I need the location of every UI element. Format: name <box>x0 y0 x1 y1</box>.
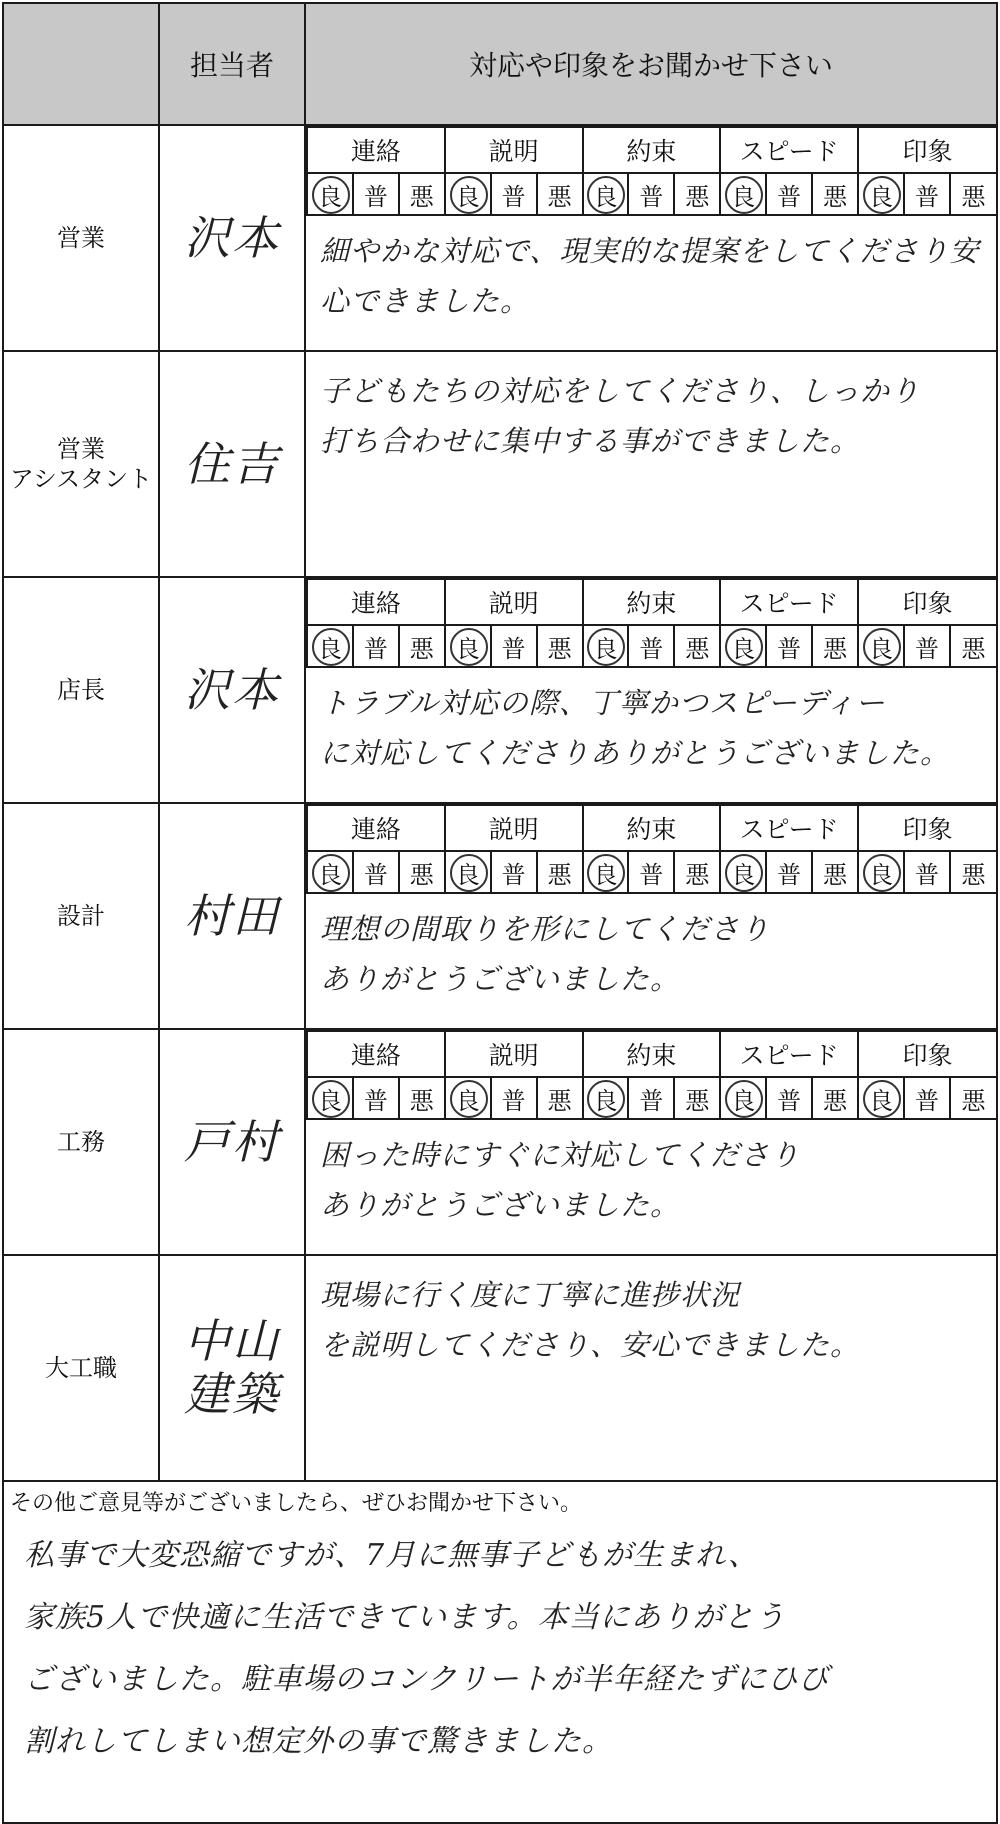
rating-option <box>766 173 812 215</box>
selected-circle-icon <box>587 854 625 892</box>
rating-category: 約束 <box>583 1031 721 1077</box>
rating-option-label: 普 <box>501 860 526 889</box>
rating-option <box>353 625 399 667</box>
staff-row <box>3 125 997 351</box>
rating-option <box>399 851 445 893</box>
rating-option-label: 普 <box>914 1086 939 1115</box>
person-signature <box>159 351 305 577</box>
rating-option-label: 悪 <box>961 1086 986 1115</box>
header-row <box>3 3 997 125</box>
role-label: 設計 <box>3 803 159 1029</box>
rating-option-label: 良 <box>593 182 618 211</box>
person-name: 村田 <box>184 888 280 943</box>
rating-option <box>858 1077 904 1119</box>
rating-option-label: 良 <box>593 1086 618 1115</box>
rating-option-label: 良 <box>731 860 756 889</box>
role-label: 営業 アシスタント <box>3 351 159 577</box>
staff-row <box>3 803 997 1029</box>
rating-option <box>353 851 399 893</box>
person-name: 沢本 <box>184 662 280 717</box>
rating-option <box>904 173 950 215</box>
selected-circle-icon <box>863 854 901 892</box>
rating-option-label: 良 <box>869 860 894 889</box>
selected-circle-icon <box>863 628 901 666</box>
rating-option-label: 悪 <box>547 860 572 889</box>
rating-option-label: 悪 <box>547 182 572 211</box>
rating-option-label: 良 <box>455 1086 480 1115</box>
rating-category: 説明 <box>445 127 583 173</box>
other-comment-line: ございました。駐車場のコンクリートが半年経たずにひび <box>24 1662 830 1697</box>
selected-circle-icon <box>312 1080 350 1118</box>
rating-option-label: 良 <box>455 182 480 211</box>
rating-option <box>950 851 996 893</box>
rating-category: スピード <box>720 1031 858 1077</box>
rating-option-label: 良 <box>869 182 894 211</box>
rating-category: 説明 <box>445 1031 583 1077</box>
rating-option <box>720 1077 766 1119</box>
rating-option-label: 普 <box>639 182 664 211</box>
rating-option-label: 普 <box>501 634 526 663</box>
rating-option <box>812 1077 858 1119</box>
rating-option-label: 良 <box>455 634 480 663</box>
other-comments-body <box>4 1521 996 1777</box>
rating-option-label: 良 <box>731 634 756 663</box>
rating-option <box>812 851 858 893</box>
rating-option-label: 普 <box>639 634 664 663</box>
selected-circle-icon <box>863 176 901 214</box>
selected-circle-icon <box>312 628 350 666</box>
rating-option-label: 悪 <box>823 860 848 889</box>
comment-line: ありがとうございました。 <box>320 962 681 996</box>
rating-category: 約束 <box>583 127 721 173</box>
person-name: 沢本 <box>184 210 280 265</box>
rating-category: 印象 <box>858 1031 996 1077</box>
comment-text <box>306 668 996 802</box>
rating-option <box>858 625 904 667</box>
role-label: 店長 <box>3 577 159 803</box>
rating-option-label: 悪 <box>409 634 434 663</box>
rating-option-label: 良 <box>593 860 618 889</box>
rating-category: 印象 <box>858 805 996 851</box>
rating-category: 約束 <box>583 805 721 851</box>
rating-option-label: 悪 <box>685 182 710 211</box>
rating-option-label: 悪 <box>547 634 572 663</box>
comment-line: 細やかな対応で、現実的な提案をしてくださり安心できました。 <box>320 234 980 318</box>
rating-option <box>674 625 720 667</box>
rating-option-label: 良 <box>317 1086 342 1115</box>
person-name: 戸村 <box>184 1114 280 1169</box>
comment-line: トラブル対応の際、丁寧かつスピーディー <box>320 686 886 720</box>
staff-row <box>3 577 997 803</box>
comment-text <box>306 216 996 350</box>
rating-option <box>628 1077 674 1119</box>
person-signature <box>159 577 305 803</box>
rating-option <box>674 1077 720 1119</box>
rating-option-label: 普 <box>363 634 388 663</box>
person-signature <box>159 1029 305 1255</box>
rating-option-label: 普 <box>777 860 802 889</box>
rating-option-label: 普 <box>914 860 939 889</box>
comment-line: を説明してくださり、安心できました。 <box>320 1328 861 1362</box>
rating-option <box>307 173 353 215</box>
selected-circle-icon <box>450 854 488 892</box>
staff-row <box>3 1029 997 1255</box>
rating-option <box>950 173 996 215</box>
feedback-cell <box>305 803 997 1029</box>
rating-option <box>537 1077 583 1119</box>
rating-option-label: 普 <box>363 860 388 889</box>
other-comment-line: 私事で大変恐縮ですが、7月に無事子どもが生まれ、 <box>24 1538 759 1573</box>
rating-option <box>858 851 904 893</box>
rating-category: 印象 <box>858 579 996 625</box>
selected-circle-icon <box>587 628 625 666</box>
comment-line: に対応してくださりありがとうございました。 <box>320 736 951 770</box>
survey-table <box>2 2 998 1824</box>
other-comments-cell <box>3 1481 997 1823</box>
rating-option <box>674 851 720 893</box>
rating-category: 連絡 <box>307 1031 445 1077</box>
rating-option <box>720 851 766 893</box>
rating-option-label: 普 <box>363 1086 388 1115</box>
rating-option <box>491 1077 537 1119</box>
rating-category: 説明 <box>445 805 583 851</box>
rating-option <box>353 173 399 215</box>
rating-option <box>950 1077 996 1119</box>
rating-option <box>491 851 537 893</box>
rating-category: 約束 <box>583 579 721 625</box>
rating-option <box>583 625 629 667</box>
rating-option <box>399 1077 445 1119</box>
rating-option <box>491 625 537 667</box>
rating-grid <box>306 804 996 894</box>
rating-option-label: 悪 <box>823 182 848 211</box>
selected-circle-icon <box>725 628 763 666</box>
rating-option-label: 悪 <box>823 634 848 663</box>
rating-option <box>628 625 674 667</box>
rating-option-label: 普 <box>363 182 388 211</box>
rating-category: 説明 <box>445 579 583 625</box>
person-signature <box>159 803 305 1029</box>
feedback-cell <box>305 125 997 351</box>
selected-circle-icon <box>312 854 350 892</box>
rating-option <box>904 625 950 667</box>
rating-category: 連絡 <box>307 805 445 851</box>
rating-option <box>583 1077 629 1119</box>
rating-grid <box>306 1030 996 1120</box>
feedback-cell <box>305 1029 997 1255</box>
rating-option <box>812 625 858 667</box>
rating-option-label: 悪 <box>409 182 434 211</box>
rating-option <box>812 173 858 215</box>
rating-option-label: 普 <box>777 634 802 663</box>
role-label: 大工職 <box>3 1255 159 1481</box>
rating-option-label: 普 <box>501 182 526 211</box>
rating-category: 連絡 <box>307 127 445 173</box>
rating-category: スピード <box>720 579 858 625</box>
comment-text <box>306 894 996 1028</box>
rating-option-label: 悪 <box>685 634 710 663</box>
rating-category: 印象 <box>858 127 996 173</box>
header-person: 担当者 <box>159 3 305 125</box>
rating-option <box>399 173 445 215</box>
rating-option-label: 良 <box>869 634 894 663</box>
rating-option <box>445 625 491 667</box>
selected-circle-icon <box>863 1080 901 1118</box>
rating-option <box>537 851 583 893</box>
comment-line: 打ち合わせに集中する事ができました。 <box>320 424 861 458</box>
rating-option-label: 良 <box>455 860 480 889</box>
selected-circle-icon <box>587 1080 625 1118</box>
rating-option <box>307 851 353 893</box>
rating-option-label: 悪 <box>547 1086 572 1115</box>
selected-circle-icon <box>725 854 763 892</box>
feedback-cell <box>305 1255 997 1481</box>
other-comments-title: その他ご意見等がございましたら、ぜひお聞かせ下さい。 <box>10 1491 583 1516</box>
rating-option <box>537 173 583 215</box>
rating-option <box>766 625 812 667</box>
rating-option-label: 悪 <box>961 182 986 211</box>
rating-option <box>307 625 353 667</box>
role-label: 工務 <box>3 1029 159 1255</box>
rating-option-label: 悪 <box>409 860 434 889</box>
rating-option <box>491 173 537 215</box>
rating-option <box>445 851 491 893</box>
rating-option <box>307 1077 353 1119</box>
comment-line: 子どもたちの対応をしてくださり、しっかり <box>320 374 921 408</box>
selected-circle-icon <box>725 176 763 214</box>
comment-text <box>306 1120 996 1254</box>
rating-option <box>445 1077 491 1119</box>
rating-option <box>674 173 720 215</box>
rating-option <box>628 851 674 893</box>
rating-option <box>583 851 629 893</box>
person-name: 住吉 <box>184 436 280 491</box>
rating-option-label: 良 <box>317 634 342 663</box>
rating-option-label: 良 <box>869 1086 894 1115</box>
rating-option-label: 普 <box>639 1086 664 1115</box>
rating-option-label: 普 <box>639 860 664 889</box>
header-feedback: 対応や印象をお聞かせ下さい <box>305 3 997 125</box>
person-signature <box>159 125 305 351</box>
comment-line: 困った時にすぐに対応してくださり <box>320 1138 801 1172</box>
rating-category: 連絡 <box>307 579 445 625</box>
person-signature <box>159 1255 305 1481</box>
rating-category: スピード <box>720 805 858 851</box>
rating-option <box>445 173 491 215</box>
rating-option <box>583 173 629 215</box>
other-comments-row <box>3 1481 997 1823</box>
rating-option-label: 普 <box>914 634 939 663</box>
feedback-cell <box>305 351 997 577</box>
rating-option <box>628 173 674 215</box>
rating-option-label: 悪 <box>961 634 986 663</box>
person-name: 中山 建築 <box>184 1314 280 1421</box>
staff-row <box>3 1255 997 1481</box>
rating-option-label: 悪 <box>961 860 986 889</box>
comment-text <box>306 1256 996 1480</box>
selected-circle-icon <box>312 176 350 214</box>
staff-row <box>3 351 997 577</box>
rating-option-label: 良 <box>731 1086 756 1115</box>
selected-circle-icon <box>450 1080 488 1118</box>
comment-line: 現場に行く度に丁寧に進捗状況 <box>320 1278 741 1312</box>
rating-grid <box>306 578 996 668</box>
rating-option <box>858 173 904 215</box>
rating-option-label: 悪 <box>409 1086 434 1115</box>
comment-line: ありがとうございました。 <box>320 1188 681 1222</box>
other-comment-line: 割れしてしまい想定外の事で驚きました。 <box>24 1724 613 1759</box>
rating-option-label: 普 <box>777 1086 802 1115</box>
rating-option <box>904 1077 950 1119</box>
selected-circle-icon <box>587 176 625 214</box>
selected-circle-icon <box>450 176 488 214</box>
selected-circle-icon <box>450 628 488 666</box>
header-blank <box>3 3 159 125</box>
comment-text <box>306 352 996 576</box>
comment-line: 理想の間取りを形にしてくださり <box>320 912 771 946</box>
rating-option-label: 普 <box>914 182 939 211</box>
rating-option <box>950 625 996 667</box>
selected-circle-icon <box>725 1080 763 1118</box>
rating-option-label: 良 <box>317 860 342 889</box>
feedback-cell <box>305 577 997 803</box>
role-label: 営業 <box>3 125 159 351</box>
rating-option <box>904 851 950 893</box>
rating-option <box>353 1077 399 1119</box>
rating-option-label: 普 <box>501 1086 526 1115</box>
rating-option-label: 普 <box>777 182 802 211</box>
rating-option-label: 良 <box>317 182 342 211</box>
rating-option <box>720 173 766 215</box>
rating-option <box>537 625 583 667</box>
rating-grid <box>306 126 996 216</box>
rating-option-label: 良 <box>731 182 756 211</box>
rating-option-label: 良 <box>593 634 618 663</box>
rating-option <box>720 625 766 667</box>
rating-option <box>766 851 812 893</box>
rating-option <box>766 1077 812 1119</box>
rating-category: スピード <box>720 127 858 173</box>
rating-option-label: 悪 <box>685 1086 710 1115</box>
rating-option-label: 悪 <box>685 860 710 889</box>
rating-option <box>399 625 445 667</box>
rating-option-label: 悪 <box>823 1086 848 1115</box>
other-comment-line: 家族5人で快適に生活できています。本当にありがとう <box>24 1600 786 1635</box>
